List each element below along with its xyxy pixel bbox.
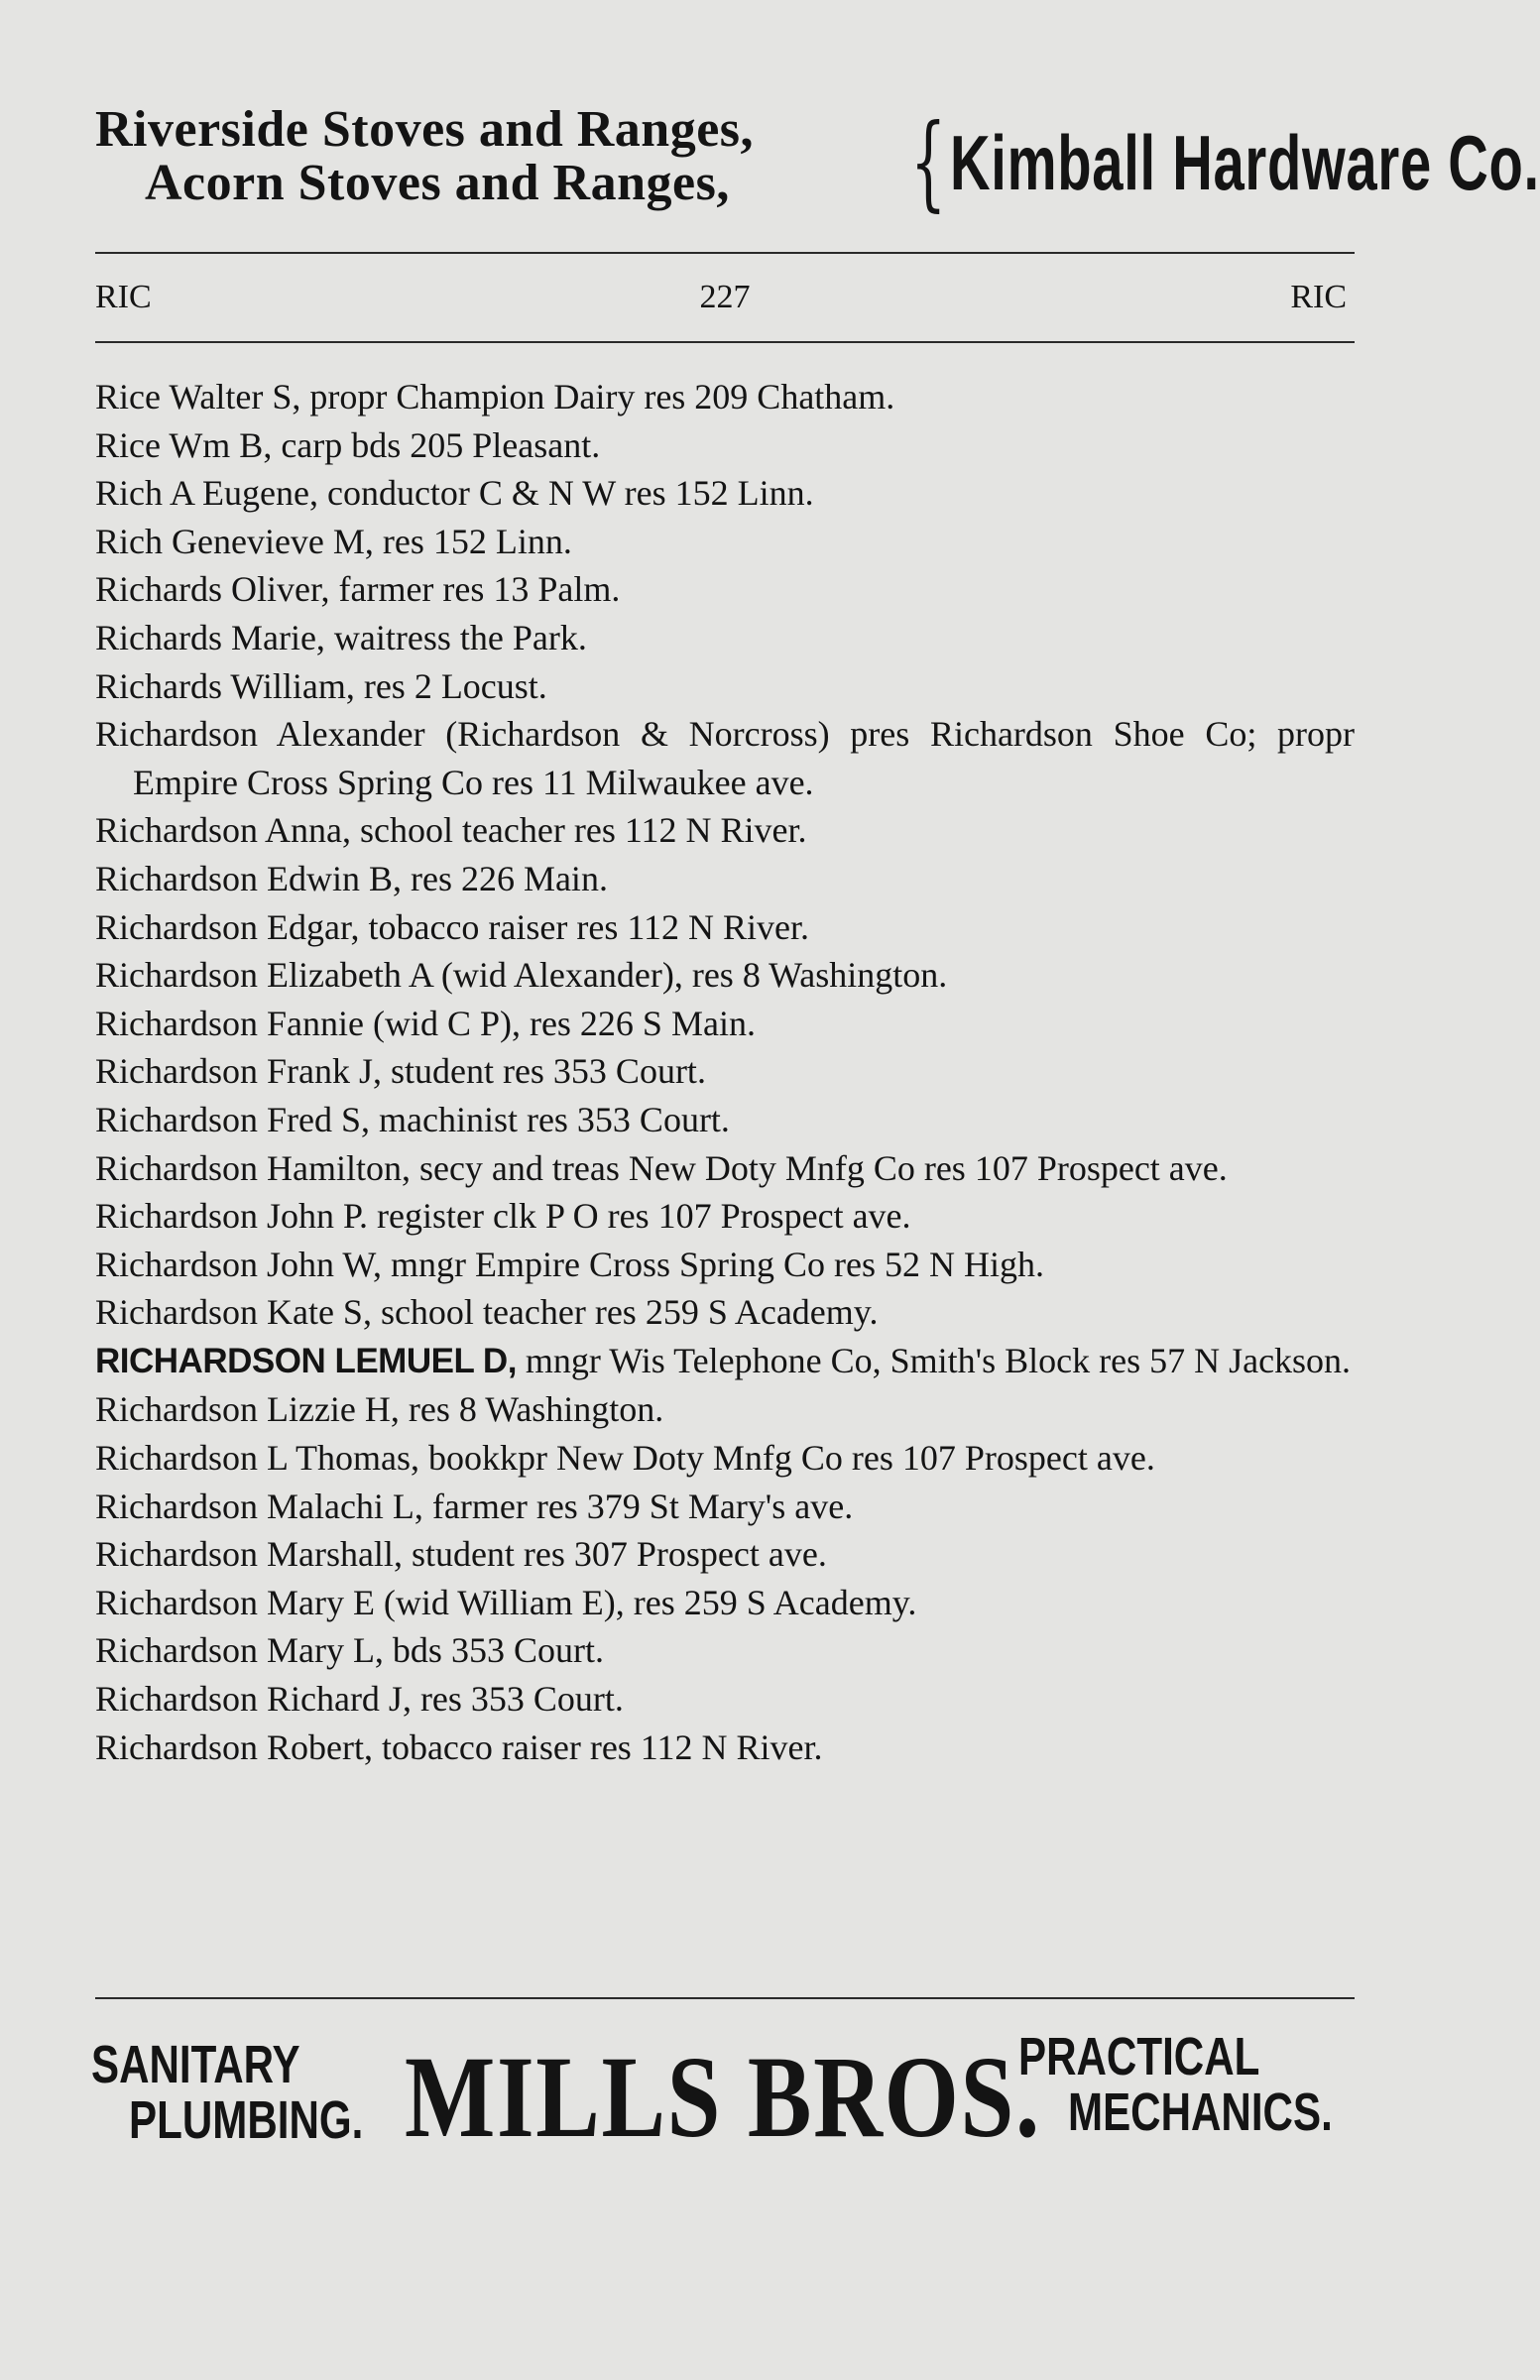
bottom-advertisement xyxy=(91,2019,1361,2168)
ad-mechanics: MECHANICS. xyxy=(1068,2082,1333,2142)
running-head-left: RIC xyxy=(95,279,152,315)
directory-entry: Richardson Mary L, bds 353 Court. xyxy=(95,1630,604,1671)
ad-line-acorn: Acorn Stoves and Ranges, xyxy=(145,155,730,211)
bold-entry-details: mngr Wis Telephone Co, Smith's Block res 57 N Jackson. xyxy=(516,1340,1352,1380)
header-rule-top xyxy=(95,252,1355,254)
ad-line-riverside: Riverside Stoves and Ranges, xyxy=(95,101,755,158)
running-head-right: RIC xyxy=(1290,279,1347,315)
footer-rule xyxy=(95,1997,1355,1999)
directory-entry: Richardson L Thomas, bookkpr New Doty Mnfg Co res 107 Prospect ave. xyxy=(95,1438,1155,1479)
ad-sanitary: SANITARY xyxy=(91,2035,300,2094)
directory-entry: Richardson Alexander (Richardson & Norcross) pres Richardson Shoe Co; propr Empire Cross Spring Co res 11 Milwaukee ave. xyxy=(95,714,1355,802)
ad-mills-bros: MILLS BROS. xyxy=(405,2032,1041,2162)
ad-plumbing: PLUMBING. xyxy=(129,2090,364,2150)
directory-entry: Richardson Fannie (wid C P), res 226 S Main. xyxy=(95,1003,756,1043)
directory-entry: Rich A Eugene, conductor C & N W res 152 Linn. xyxy=(95,473,814,514)
directory-entry: Richardson Robert, tobacco raiser res 112 N River. xyxy=(95,1726,823,1767)
directory-entry: Richardson Edgar, tobacco raiser res 112 N River. xyxy=(95,906,809,947)
ad-brace: { xyxy=(910,101,947,222)
directory-entry: Richards Marie, waitress the Park. xyxy=(95,617,587,657)
directory-entry: Richardson Elizabeth A (wid Alexander), res 8 Washington. xyxy=(95,955,948,996)
directory-entry: Richardson Richard J, res 353 Court. xyxy=(95,1679,624,1720)
directory-entry: Richardson Malachi L, farmer res 379 St Mary's ave. xyxy=(95,1486,854,1526)
bold-entry-name: RICHARDSON LEMUEL D, xyxy=(95,1341,517,1380)
directory-entry: Richardson Mary E (wid William E), res 259 S Academy. xyxy=(95,1582,917,1622)
ad-brand-kimball: Kimball Hardware Co. xyxy=(950,119,1540,206)
header-rule-bottom xyxy=(95,341,1355,343)
directory-entry: Rice Walter S, propr Champion Dairy res 209 Chatham. xyxy=(95,377,895,416)
directory-entry-bold xyxy=(95,1337,1355,1386)
directory-entry: Richards William, res 2 Locust. xyxy=(95,665,547,706)
ad-product-lines xyxy=(95,101,829,211)
directory-entry: Richardson Marshall, student res 307 Prospect ave. xyxy=(95,1534,827,1575)
top-advertisement xyxy=(95,101,1540,233)
running-head xyxy=(95,270,1355,325)
directory-entry: Richardson Fred S, machinist res 353 Court. xyxy=(95,1099,730,1139)
page-number: 227 xyxy=(699,279,751,315)
directory-entry: Richardson Anna, school teacher res 112 N River. xyxy=(95,810,807,851)
directory-entry: Richardson Kate S, school teacher res 259 S Academy. xyxy=(95,1292,879,1333)
directory-entries xyxy=(95,373,1355,1771)
directory-entry: Richardson John P. register clk P O res 107 Prospect ave. xyxy=(95,1196,911,1237)
directory-entry: Richardson Edwin B, res 226 Main. xyxy=(95,858,608,898)
directory-entry: Richardson John W, mngr Empire Cross Spring Co res 52 N High. xyxy=(95,1244,1044,1284)
directory-entry: Richardson Lizzie H, res 8 Washington. xyxy=(95,1389,664,1430)
ad-practical: PRACTICAL xyxy=(1018,2027,1260,2086)
directory-entry: Rich Genevieve M, res 152 Linn. xyxy=(95,521,572,561)
directory-entry: Rice Wm B, carp bds 205 Pleasant. xyxy=(95,424,601,465)
directory-entry: Richards Oliver, farmer res 13 Palm. xyxy=(95,569,621,610)
directory-entry: Richardson Frank J, student res 353 Court. xyxy=(95,1051,706,1092)
directory-entry: Richardson Hamilton, secy and treas New Doty Mnfg Co res 107 Prospect ave. xyxy=(95,1147,1228,1188)
